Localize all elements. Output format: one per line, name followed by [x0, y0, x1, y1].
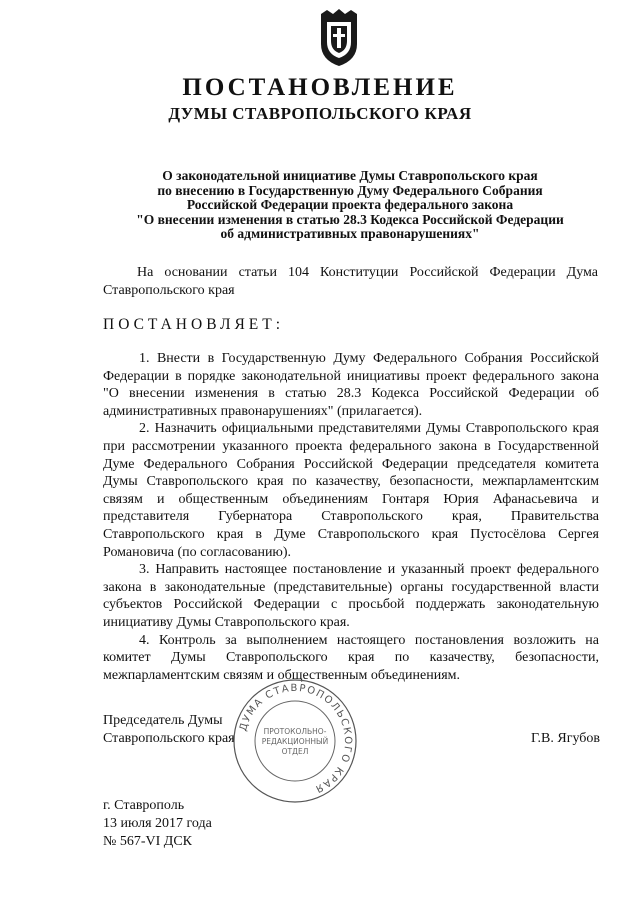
coat-of-arms-icon — [317, 8, 361, 68]
official-seal-icon — [230, 676, 360, 806]
document-subtitle: ДУМЫ СТАВРОПОЛЬСКОГО КРАЯ — [168, 104, 472, 123]
heading-line: О законодательной инициативе Думы Ставропольского края — [162, 168, 538, 183]
seal-center-line: ПРОТОКОЛЬНО- — [263, 727, 327, 736]
signatory-name: Г.В. Ягубов — [531, 731, 600, 746]
heading-line: Российской Федерации проекта федерального закона — [186, 197, 514, 212]
date-line: 13 июля 2017 года — [103, 816, 212, 831]
decree-word: ПОСТАНОВЛЯЕТ: — [103, 316, 285, 333]
document-body — [103, 350, 599, 684]
signatory-position — [103, 712, 235, 748]
intro-paragraph: На основании статьи 104 Конституции Российской Федерации Дума Ставропольского края — [103, 265, 598, 298]
heading-line: об административных правонарушениях" — [220, 226, 480, 241]
seal-center-line: ОТДЕЛ — [281, 747, 309, 756]
paragraph-4: 4. Контроль за выполнением настоящего постановления возложить на комитет Думы Ставропольского края по казачеству, безопасности, межпарламентским связям и общественным объединениям. — [103, 632, 599, 683]
position-line: Председатель Думы — [103, 713, 223, 728]
paragraph-3: 3. Направить настоящее постановление и указанный проект федерального закона в законодательные (представительные) органы государственной власти субъектов Российской Федерации с просьбой поддержать законодательную инициативу Думы Ставропольского края. — [103, 562, 599, 630]
document-footer — [103, 797, 212, 851]
heading-line: "О внесении изменения в статью 28.3 Кодекса Российской Федерации — [136, 211, 564, 227]
position-line: Ставропольского края — [103, 731, 235, 746]
resolution-heading — [100, 169, 600, 242]
seal-ring-text: ДУМА СТАВРОПОЛЬСКОГО КРАЯ — [237, 682, 354, 795]
number-line: № 567-VI ДСК — [103, 834, 193, 849]
paragraph-1: 1. Внести в Государственную Думу Федерального Собрания Российской Федерации в порядке законодательной инициативы проект федерального закона "О внесении изменения в статью 28.3 Кодекса Российской Федерации об административных правонарушениях" (прилагается). — [103, 351, 599, 419]
seal-center-line: РЕДАКЦИОННЫЙ — [261, 737, 329, 746]
paragraph-2: 2. Назначить официальными представителями Думы Ставропольского края при рассмотрении указанного проекта федерального закона в Государственной Думе Федерального Собрания Российской Федерации председателя комитета Думы Ставропольского края по казачеству, безопасности, межпарламентским связям и общественным объединениям Гонтаря Юрия Афанасьевича и представителя Губернатора Ставропольского края, Правительства Ставропольского края в Думе Ставропольского края Пустосёлова Сергея Романовича (по согласованию). — [103, 421, 599, 560]
heading-line: по внесению в Государственную Думу Федерального Собрания — [157, 182, 543, 198]
city-line: г. Ставрополь — [103, 798, 185, 813]
document-title: ПОСТАНОВЛЕНИЕ — [182, 74, 458, 101]
